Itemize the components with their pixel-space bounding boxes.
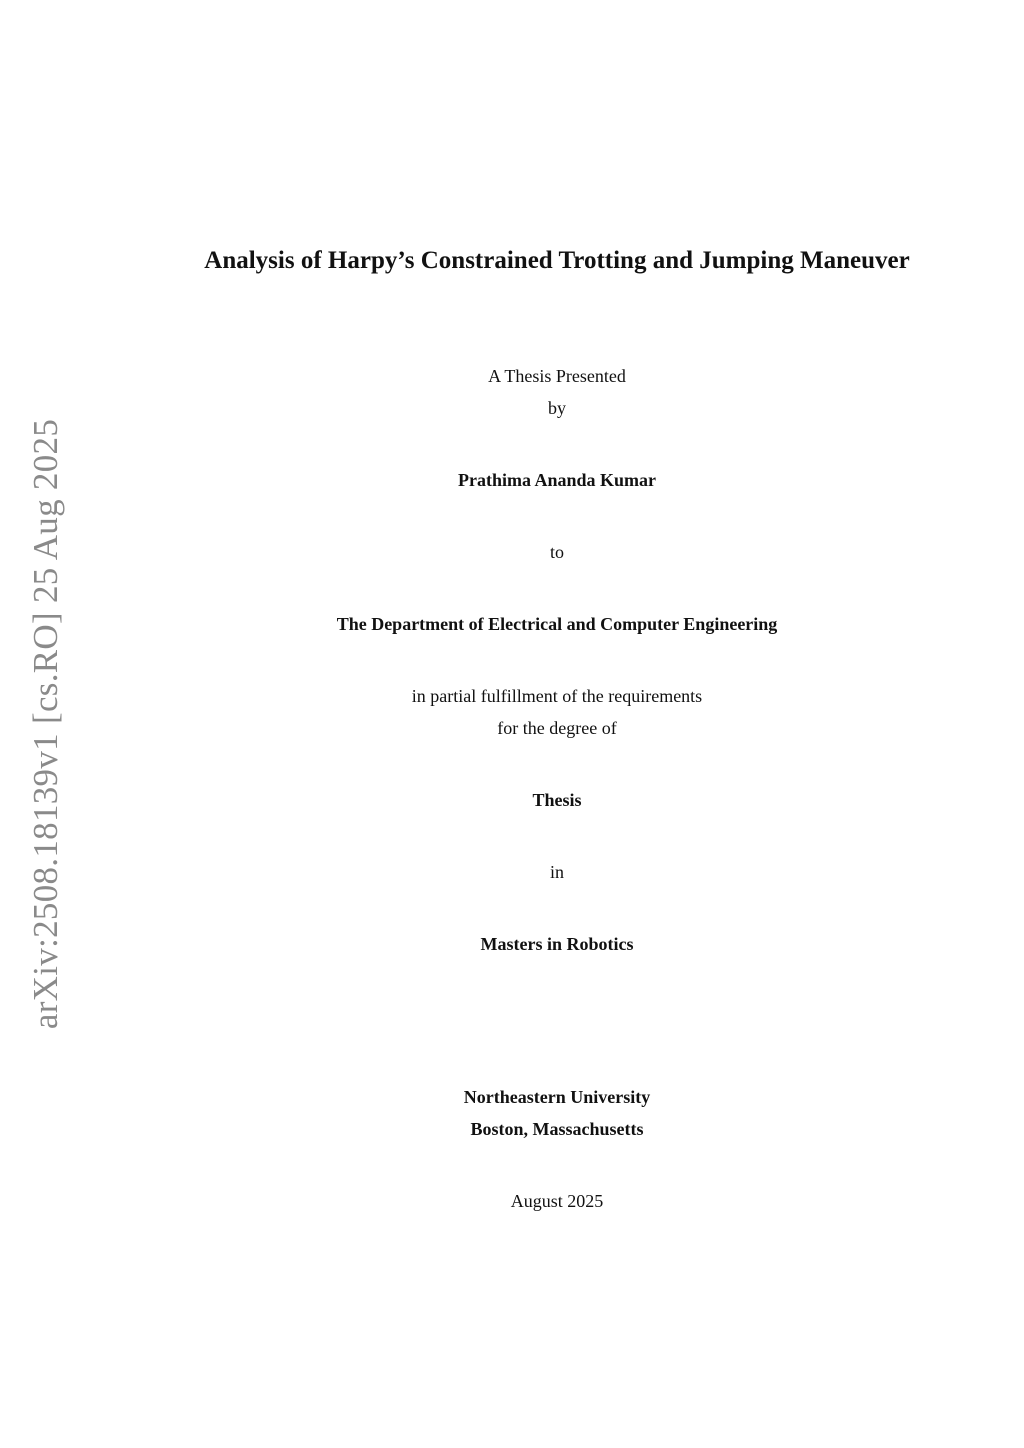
degree-line: for the degree of [497,718,617,738]
author-name: Prathima Ananda Kumar [457,470,657,490]
arxiv-identifier-stamp: arXiv:2508.18139v1 [cs.RO] 25 Aug 2025 [26,418,65,1030]
degree-name: Thesis [532,790,582,810]
university-name: Northeastern University [463,1087,651,1107]
fulfillment-line: in partial fulfillment of the requirements [411,686,703,706]
submission-date: August 2025 [510,1191,604,1211]
by-line: by [548,398,566,418]
field-name: Masters in Robotics [480,934,634,954]
thesis-title: Analysis of Harpy’s Constrained Trotting and Jumping Maneuver [204,247,910,274]
in-line: in [549,862,564,882]
department-name: The Department of Electrical and Computer Engineering [336,614,778,634]
to-line: to [549,542,564,562]
university-location: Boston, Massachusetts [470,1119,644,1139]
presented-line: A Thesis Presented [488,366,626,386]
